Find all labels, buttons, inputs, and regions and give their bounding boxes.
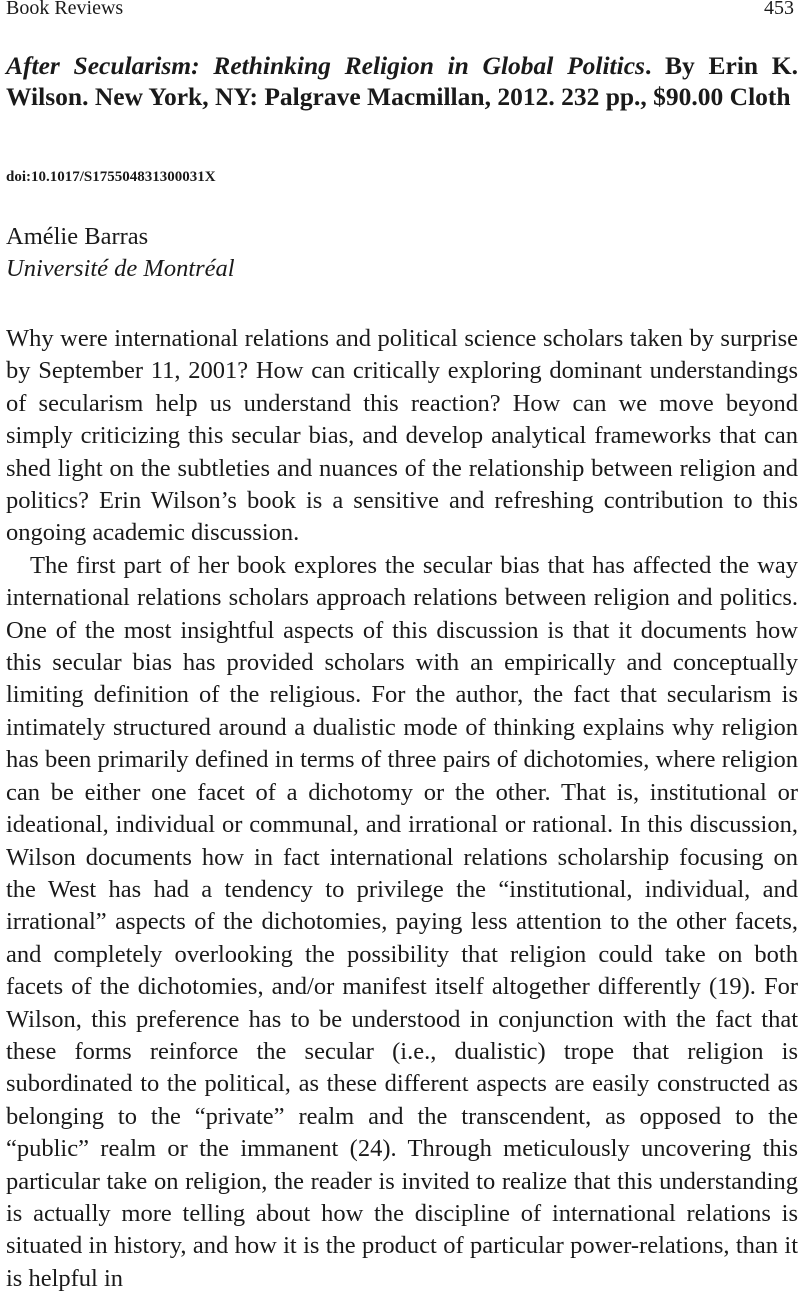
running-head bbox=[6, 0, 794, 20]
reviewer-affiliation: Université de Montréal bbox=[6, 255, 235, 282]
paragraph-1: Why were international relations and political science scholars taken by surprise by September 11, 2001? How can critically exploring dominant understandings of secularism help us understand this reaction? How can we move beyond simply criticizing this secular bias, and develop analytical frameworks that can shed light on the subtleties and nuances of the relationship between religion and politics? Erin Wilson’s book is a sensitive and refreshing contribution to this ongoing academic discussion. bbox=[6, 325, 798, 547]
reviewer-name: Amélie Barras bbox=[6, 223, 149, 250]
doi: doi:10.1017/S175504831300031X bbox=[6, 169, 216, 185]
page-number: 453 bbox=[764, 0, 794, 19]
review-heading bbox=[6, 50, 798, 112]
review-body bbox=[6, 323, 798, 1295]
book-citation: . By Erin K. Wilson. New York, NY: Palgrave Macmillan, 2012. 232 pp., $90.00 Cloth bbox=[6, 51, 798, 111]
paragraph-2: The first part of her book explores the secular bias that has affected the way international relations scholars approach relations between religion and politics. One of the most insightful aspects of this discussion is that it documents how this secular bias has provided scholars with an empirically and conceptually limiting definition of the religious. For the author, the fact that secularism is intimately structured around a dualistic mode of thinking explains why religion has been primarily defined in terms of three pairs of dichotomies, where religion can be either one facet of a dichotomy or the other. That is, institutional or ideational, individual or communal, and irrational or rational. In this discussion, Wilson documents how in fact international relations scholarship focusing on the West has had a tendency to privilege the “institutional, individual, and irrational” aspects of the dichotomies, paying less attention to the other facets, and completely overlooking the possibility that religion could take on both facets of the dichotomies, and/or manifest itself altogether differently (19). For Wilson, this preference has to be understood in conjunction with the fact that these forms reinforce the secular (i.e., dualistic) trope that religion is subordinated to the political, as these different aspects are easily constructed as belonging to the “private” realm and the transcendent, as opposed to the “public” realm or the immanent (24). Through meticulously uncovering this particular take on religion, the reader is invited to realize that this understanding is actually more telling about how the discipline of international relations is situated in history, and how it is the product of particular power-relations, than it is helpful in bbox=[6, 551, 798, 1292]
section-title: Book Reviews bbox=[6, 0, 124, 19]
book-title: After Secularism: Rethinking Religion in Global Politics bbox=[6, 51, 645, 80]
